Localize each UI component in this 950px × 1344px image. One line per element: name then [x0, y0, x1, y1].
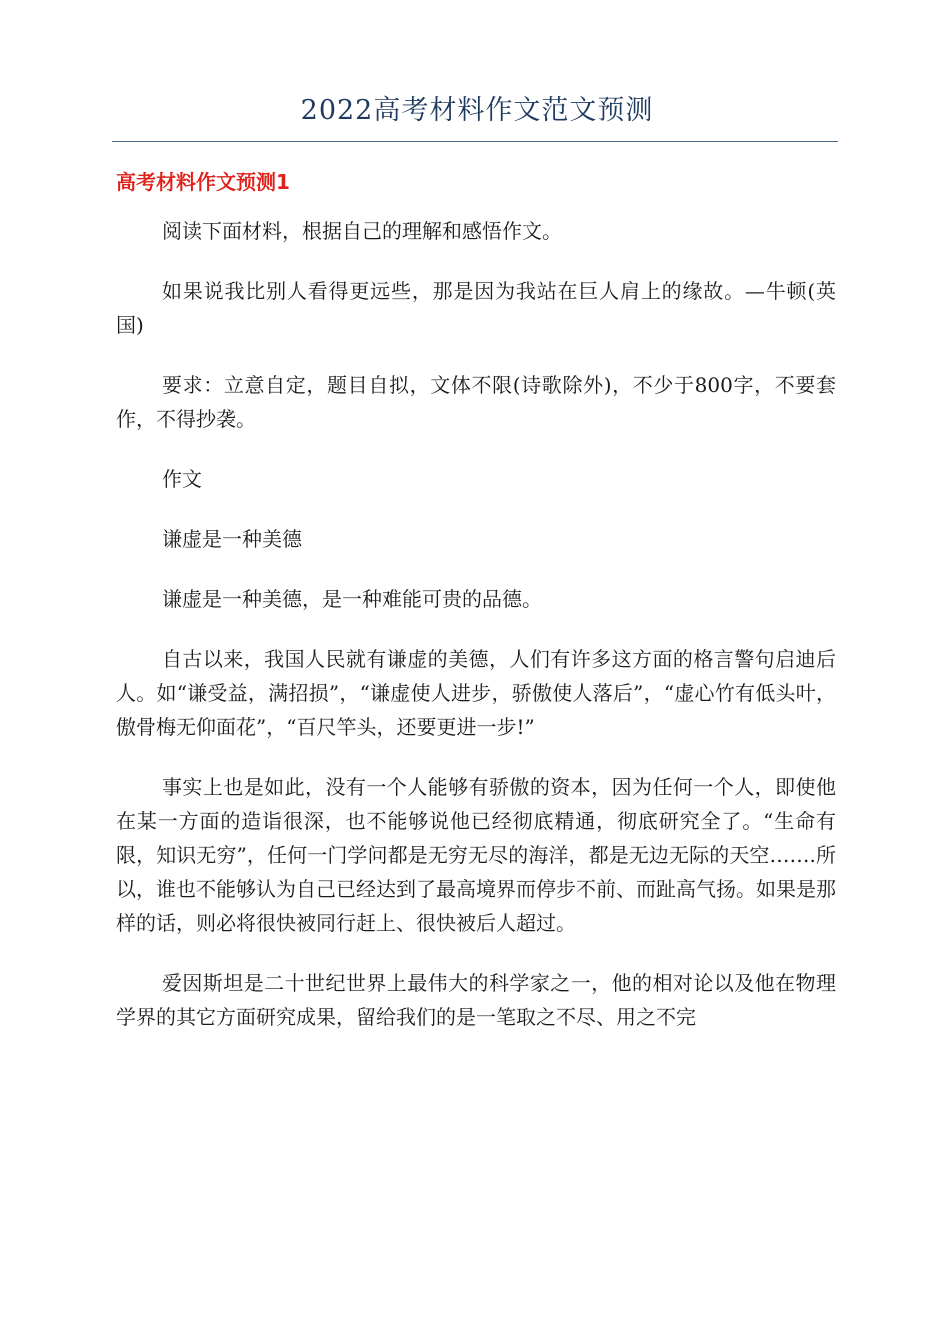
document-title: 2022高考材料作文范文预测 — [300, 95, 654, 126]
paragraph-body-4: 爱因斯坦是二十世纪世界上最伟大的科学家之一，他的相对论以及他在物理学界的其它方面研究成果，留给我们的是一笔取之不尽、用之不完 — [116, 971, 836, 1029]
section-heading: 高考材料作文预测1 — [116, 170, 290, 194]
document-body — [116, 214, 836, 1060]
paragraph-body-1: 谦虚是一种美德，是一种难能可贵的品德。 — [162, 587, 542, 611]
paragraph-instruction: 阅读下面材料，根据自己的理解和感悟作文。 — [162, 219, 562, 243]
paragraph-body-3: 事实上也是如此，没有一个人能够有骄傲的资本，因为任何一个人，即使他在某一方面的造诣很深，也不能够说他已经彻底精通，彻底研究全了。“生命有限，知识无穷”，任何一门学问都是无穷无尽的海洋，都是无边无际的天空…….所以，谁也不能够认为自己已经达到了最高境界而停步不前、而趾高气扬。如果是那样的话，则必将很快被同行赶上、很快被后人超过。 — [116, 775, 836, 935]
paragraph-requirements: 要求：立意自定，题目自拟，文体不限(诗歌除外)，不少于800字，不要套作，不得抄袭。 — [116, 373, 836, 431]
title-divider — [112, 141, 838, 142]
paragraph-essay-title: 谦虚是一种美德 — [162, 527, 302, 551]
paragraph-essay-label: 作文 — [162, 467, 202, 491]
paragraph-body-2: 自古以来，我国人民就有谦虚的美德，人们有许多这方面的格言警句启迪后人。如“谦受益，满招损”，“谦虚使人进步，骄傲使人落后”，“虚心竹有低头叶，傲骨梅无仰面花”，“百尺竿头，还要更进一步!” — [116, 647, 836, 739]
paragraph-quote: 如果说我比别人看得更远些，那是因为我站在巨人肩上的缘故。—牛顿(英国) — [116, 279, 836, 337]
